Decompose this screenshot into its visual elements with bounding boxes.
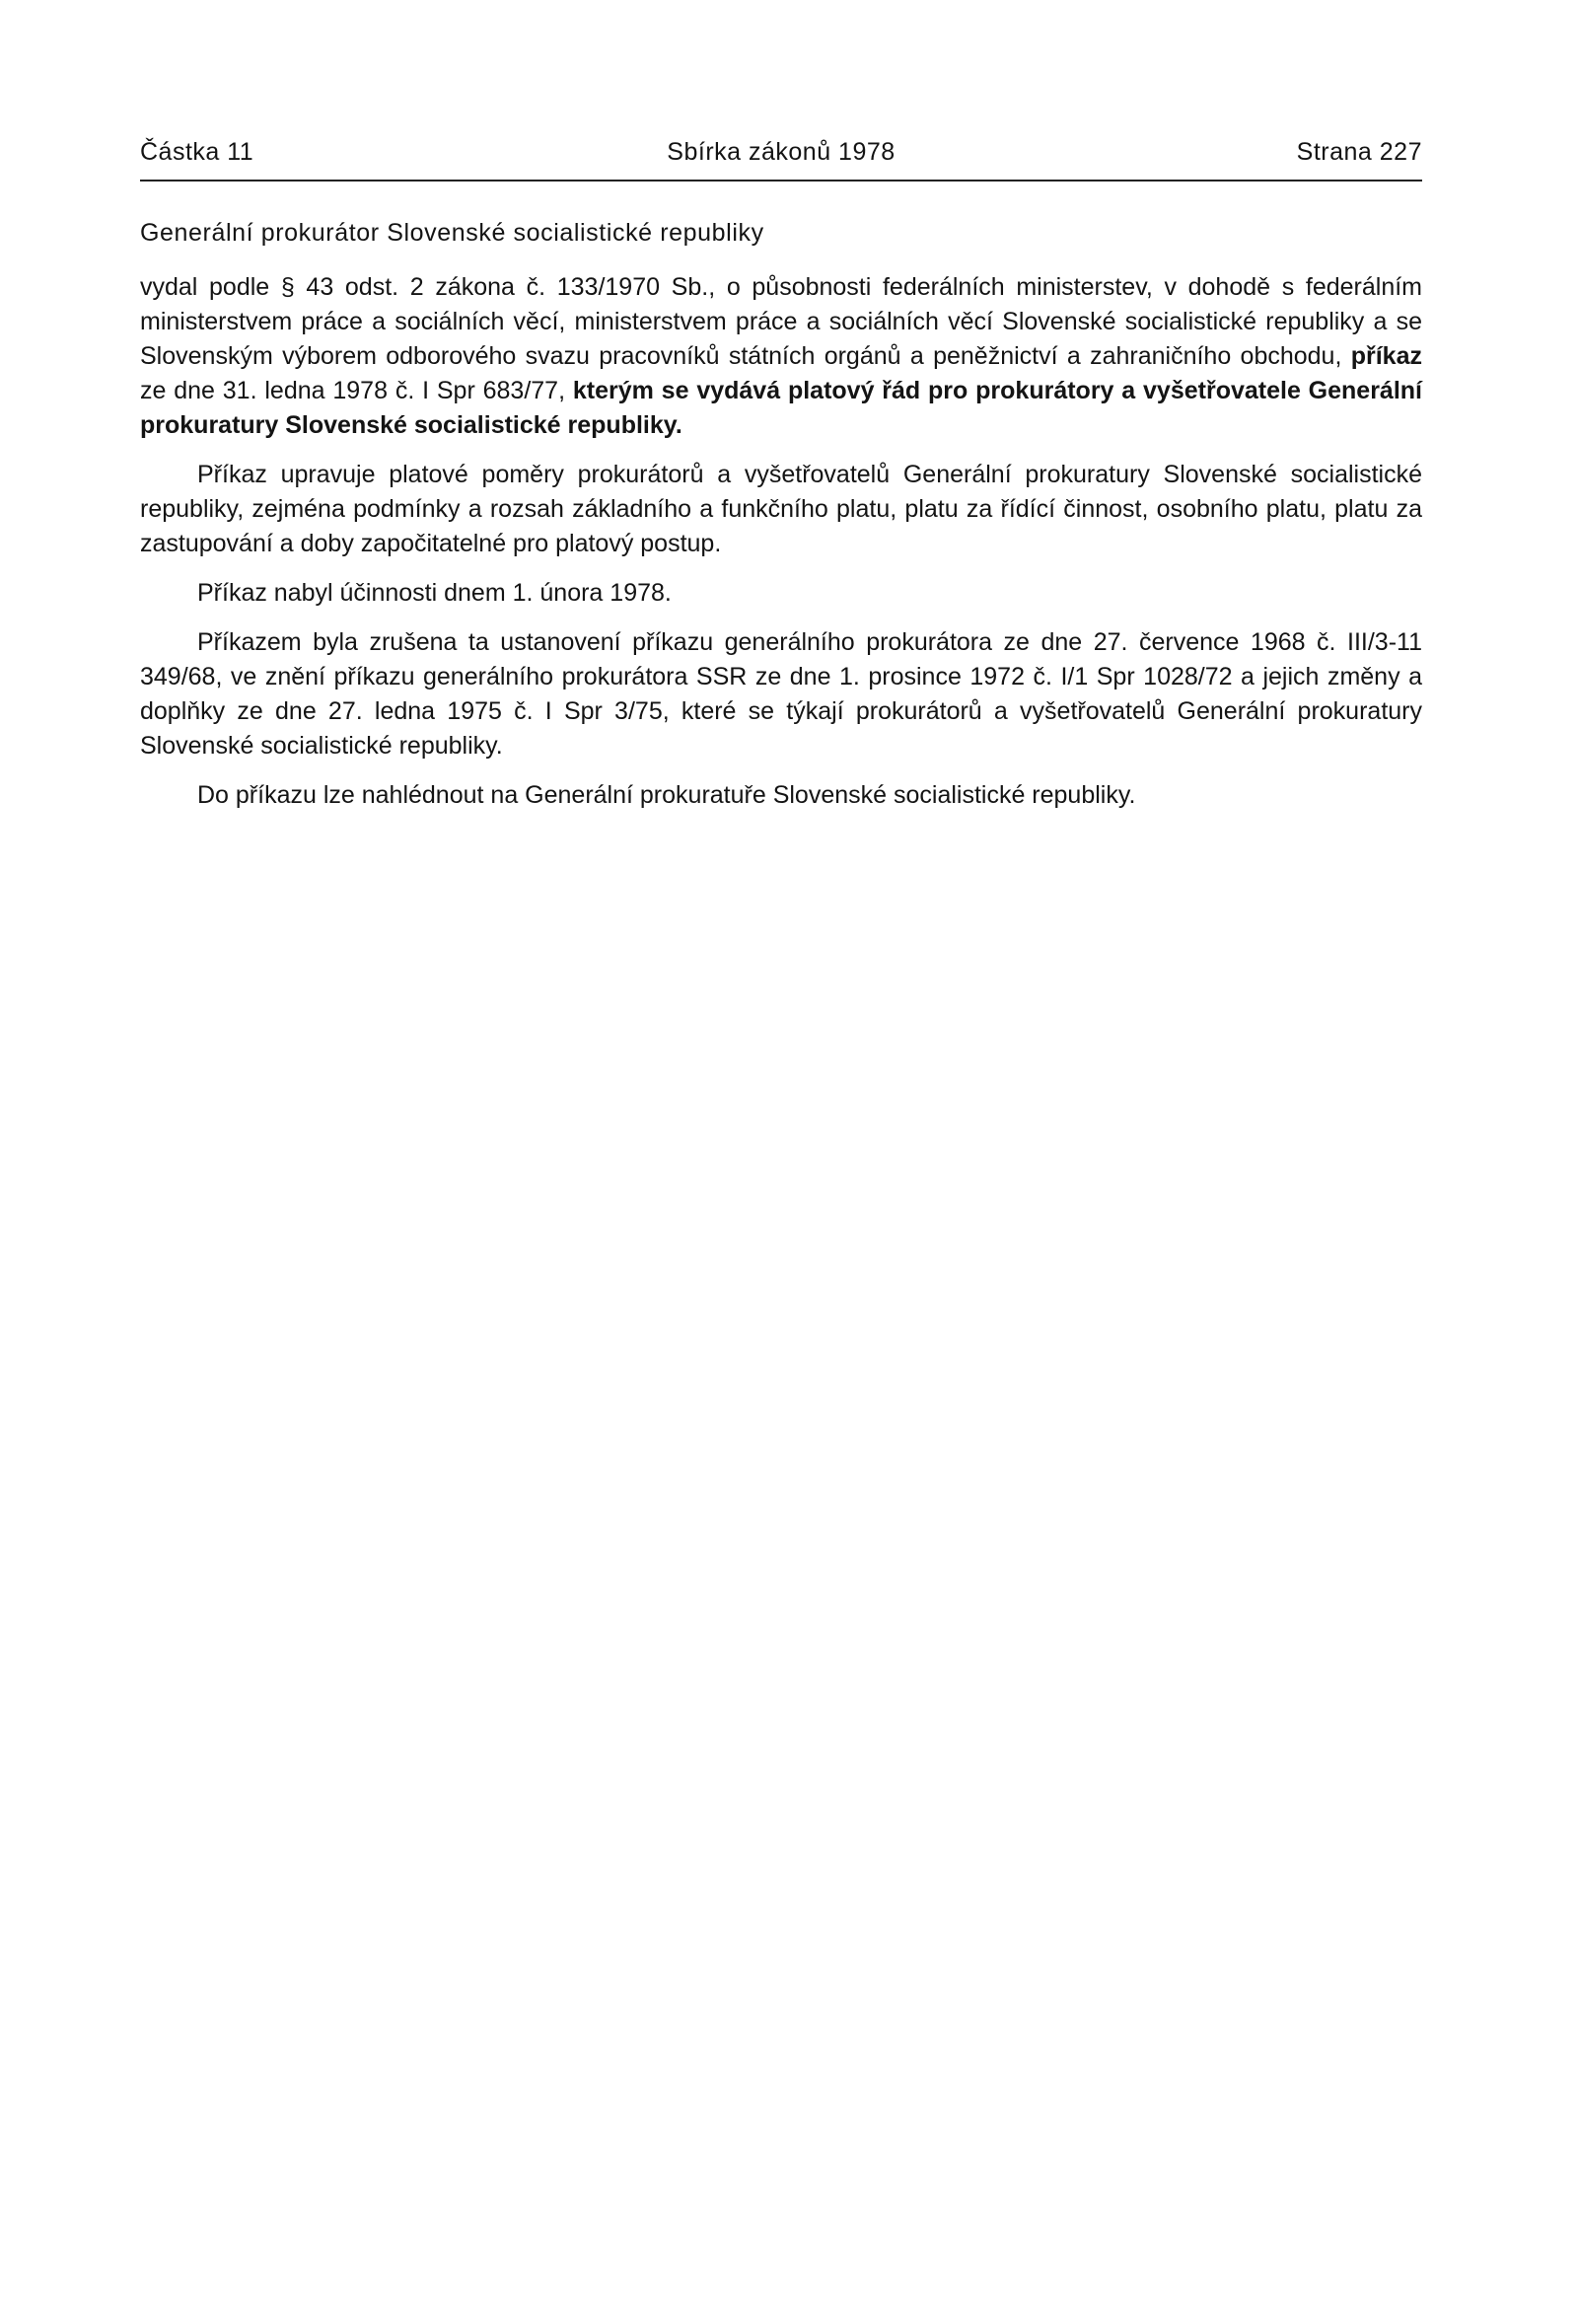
decree-intro-text: vydal podle § 43 odst. 2 zákona č. 133/1970 Sb., o působnosti federálních ministerstev, v dohodě s federálním ministerstvem práce a sociálních věcí, ministerstvem práce a sociálních věcí Slovenské socialistické republiky a se Slovenským výborem odborového svazu pracovníků státních orgánů a peněžnictví a zahraničního obchodu, (140, 273, 1422, 370)
header-issue-number: Částka 11 (140, 138, 254, 166)
decree-keyword: příkaz (1350, 342, 1422, 370)
paragraph-availability: Do příkazu lze nahlédnout na Generální prokuratuře Slovenské socialistické republiky. (197, 781, 1136, 809)
paragraph-scope: Příkaz upravuje platové poměry prokurátorů a vyšetřovatelů Generální prokuratury Slovenské socialistické republiky, zejména podmínky a rozsah základního a funkčního platu, platu za řídící činnost, osobního platu, platu za zastupování a doby započitatelné pro platový postup. (140, 461, 1422, 557)
header-collection-title: Sbírka zákonů 1978 (667, 138, 896, 166)
header-rule (140, 180, 1422, 182)
header-page-number: Strana 227 (1296, 138, 1422, 166)
paragraph-repeal: Příkazem byla zrušena ta ustanovení příkazu generálního prokurátora ze dne 27. července 1968 č. III/3-11 349/68, ve znění příkazu generálního prokurátora SSR ze dne 1. prosince 1972 č. I/1 Spr 1028/72 a jejich změny a doplňky ze dne 27. ledna 1975 č. I Spr 3/75, které se týkají prokurátorů a vyšetřovatelů Generální prokuratury Slovenské socialistické republiky. (140, 628, 1422, 760)
decree-date-reference: ze dne 31. ledna 1978 č. I Spr 683/77, (140, 377, 573, 404)
paragraph-effective-date: Příkaz nabyl účinnosti dnem 1. února 1978. (197, 579, 672, 607)
running-header (140, 138, 1422, 172)
decree-subject: kterým se vydává platový řád pro prokurátory a vyšetřovatele Generální prokuratury Slovenské socialistické republiky. (140, 377, 1422, 439)
document-body (140, 270, 1422, 828)
paragraph-decree (140, 270, 1422, 443)
issuer-heading: Generální prokurátor Slovenské socialistické republiky (140, 219, 764, 247)
